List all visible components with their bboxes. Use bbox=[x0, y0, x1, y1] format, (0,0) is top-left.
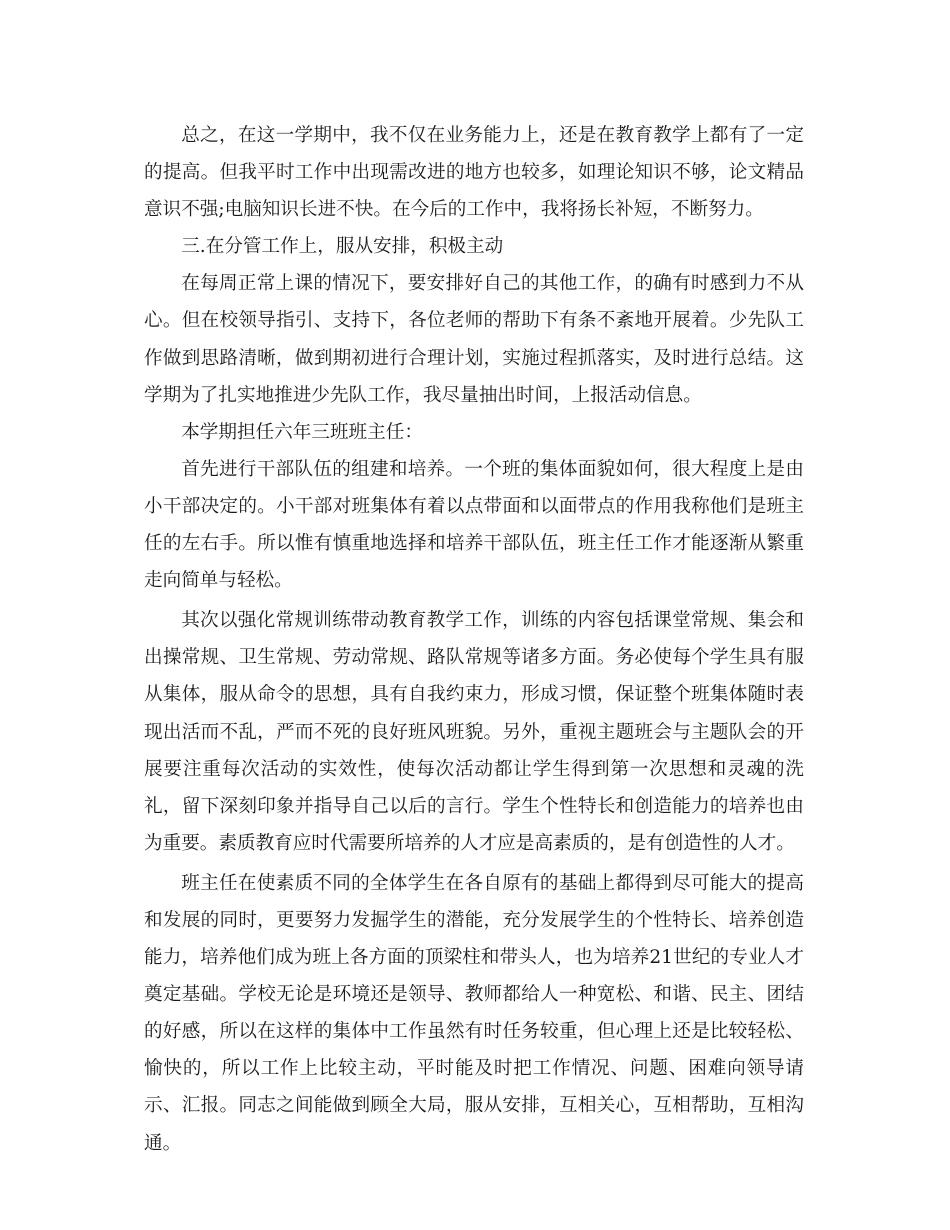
document-body bbox=[144, 117, 804, 1162]
paragraph-routine-training: 其次以强化常规训练带动教育教学工作，训练的内容包括课堂常规、集会和出操常规、卫生常规、劳动常规、路队常规等诸多方面。务必使每个学生具有服从集体，服从命令的思想，具有自我约束力，形成习惯，保证整个班集体随时表现出活而不乱，严而不死的良好班风班貌。另外，重视主题班会与主题队会的开展要注重每次活动的实效性，使每次活动都让学生得到第一次思想和灵魂的洗礼，留下深刻印象并指导自己以后的言行。学生个性特长和创造能力的培养也由为重要。素质教育应时代需要所培养的人才应是高素质的，是有创造性的人才。 bbox=[144, 610, 804, 854]
paragraph-class-teacher: 本学期担任六年三班班主任： bbox=[181, 421, 423, 443]
paragraph-student-potential: 班主任在使素质不同的全体学生在各自原有的基础上都得到尽可能大的提高和发展的同时，更要努力发掘学生的潜能，充分发展学生的个性特长、培养创造能力，培养他们成为班上各方面的顶梁柱和带头人，也为培养21世纪的专业人才奠定基础。学校无论是环境还是领导、教师都给人一种宽松、和谐、民主、团结的好感，所以在这样的集体中工作虽然有时任务较重，但心理上还是比较轻松、愉快的，所以工作上比较主动，平时能及时把工作情况、问题、困难向领导请示、汇报。同志之间能做到顾全大局，服从安排，互相关心，互相帮助，互相沟通。 bbox=[144, 872, 804, 1154]
paragraph-management: 在每周正常上课的情况下，要安排好自己的其他工作，的确有时感到力不从心。但在校领导指引、支持下，各位老师的帮助下有条不紊地开展着。少先队工作做到思路清晰，做到期初进行合理计划，实施过程抓落实，及时进行总结。这学期为了扎实地推进少先队工作，我尽量抽出时间，上报活动信息。 bbox=[144, 273, 804, 406]
section-heading-3: 三.在分管工作上，服从安排，积极主动 bbox=[181, 236, 504, 258]
paragraph-cadre-team: 首先进行干部队伍的组建和培养。一个班的集体面貌如何，很大程度上是由小干部决定的。小干部对班集体有着以点带面和以面带点的作用我称他们是班主任的左右手。所以惟有慎重地选择和培养干部队伍，班主任工作才能逐渐从繁重走向简单与轻松。 bbox=[144, 458, 804, 592]
paragraph-summary: 总之，在这一学期中，我不仅在业务能力上，还是在教育教学上都有了一定的提高。但我平时工作中出现需改进的地方也较多，如理论知识不够，论文精品意识不强;电脑知识长进不快。在今后的工作中，我将扬长补短，不断努力。 bbox=[144, 125, 804, 221]
